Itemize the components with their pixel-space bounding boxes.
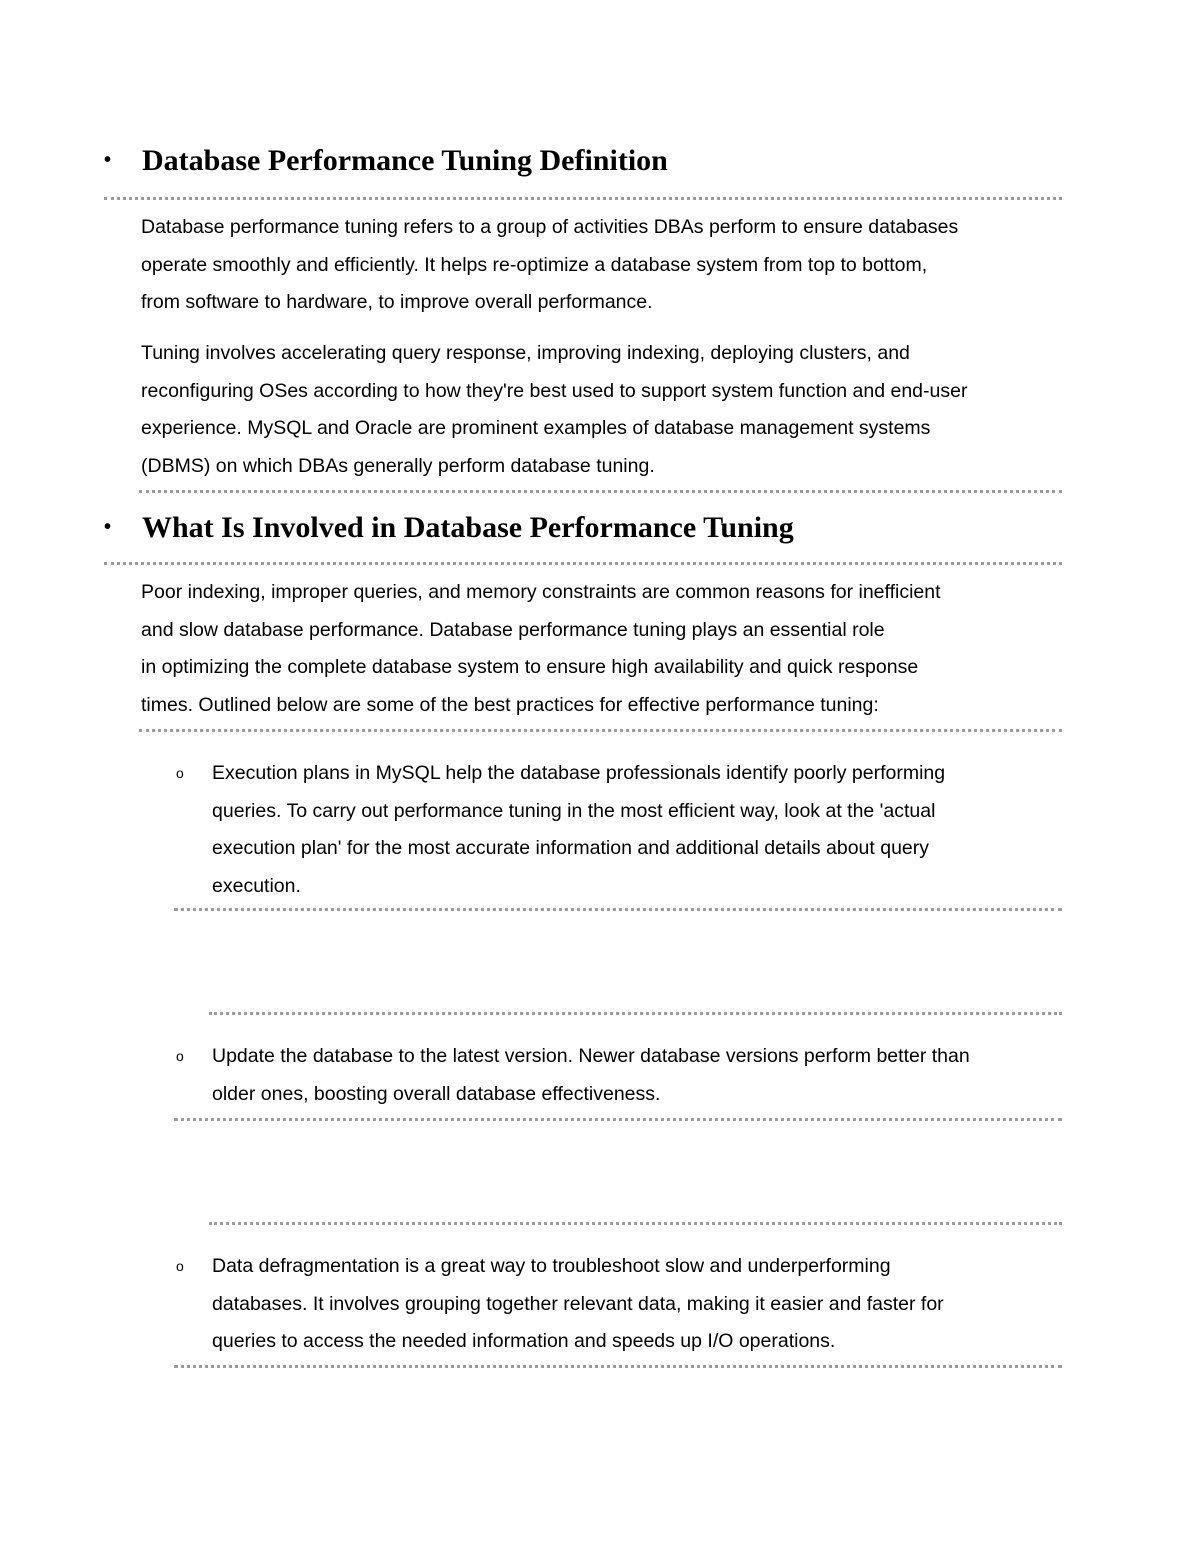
divider	[139, 490, 1062, 493]
bullet-icon: •	[104, 516, 112, 538]
text-line: execution plan' for the most accurate information and additional details about query	[212, 837, 929, 859]
heading-text: Database Performance Tuning Definition	[142, 144, 668, 177]
paragraph	[141, 209, 1071, 322]
text-line: operate smoothly and efficiently. It helps re-optimize a database system from top to bottom,	[141, 253, 928, 276]
text-line: in optimizing the complete database system to ensure high availability and quick response	[141, 656, 919, 678]
text-line: Update the database to the latest version. Newer database versions perform better than	[212, 1045, 970, 1067]
circle-bullet-icon: o	[176, 765, 184, 781]
section-heading-definition	[104, 143, 668, 178]
divider	[104, 197, 1062, 200]
text-line: and slow database performance. Database performance tuning plays an essential role	[141, 618, 885, 641]
divider	[174, 1365, 1062, 1368]
circle-bullet-icon: o	[176, 1048, 184, 1064]
text-line: reconfiguring OSes according to how they're best used to support system function and end-user	[141, 379, 968, 402]
text-line: Database performance tuning refers to a group of activities DBAs perform to ensure databases	[141, 216, 959, 238]
divider	[209, 1012, 1062, 1015]
text-line: queries to access the needed information and speeds up I/O operations.	[212, 1330, 836, 1352]
text-line: execution.	[212, 874, 301, 897]
text-line: times. Outlined below are some of the best practices for effective performance tuning:	[141, 693, 879, 716]
text-line: Poor indexing, improper queries, and memory constraints are common reasons for inefficient	[141, 581, 941, 603]
text-line: Execution plans in MySQL help the database professionals identify poorly performing	[212, 762, 946, 784]
paragraph	[141, 574, 1071, 724]
text-line: databases. It involves grouping together relevant data, making it easier and faster for	[212, 1292, 944, 1315]
text-line: queries. To carry out performance tuning in the most efficient way, look at the 'actual	[212, 799, 936, 822]
circle-bullet-icon: o	[176, 1258, 184, 1274]
divider	[139, 729, 1062, 732]
text-line: experience. MySQL and Oracle are prominent examples of database management systems	[141, 417, 931, 439]
section-heading-involved	[104, 510, 794, 545]
paragraph	[141, 335, 1071, 485]
heading-text: What Is Involved in Database Performance Tuning	[142, 511, 794, 544]
divider	[104, 562, 1062, 565]
divider	[174, 1118, 1062, 1121]
text-line: from software to hardware, to improve overall performance.	[141, 291, 653, 313]
text-line: Tuning involves accelerating query response, improving indexing, deploying clusters, and	[141, 342, 910, 364]
text-line: Data defragmentation is a great way to troubleshoot slow and underperforming	[212, 1255, 891, 1277]
text-line: (DBMS) on which DBAs generally perform database tuning.	[141, 454, 655, 477]
text-line: older ones, boosting overall database effectiveness.	[212, 1082, 661, 1105]
divider	[174, 908, 1062, 911]
divider	[209, 1222, 1062, 1225]
bullet-icon: •	[104, 149, 112, 171]
